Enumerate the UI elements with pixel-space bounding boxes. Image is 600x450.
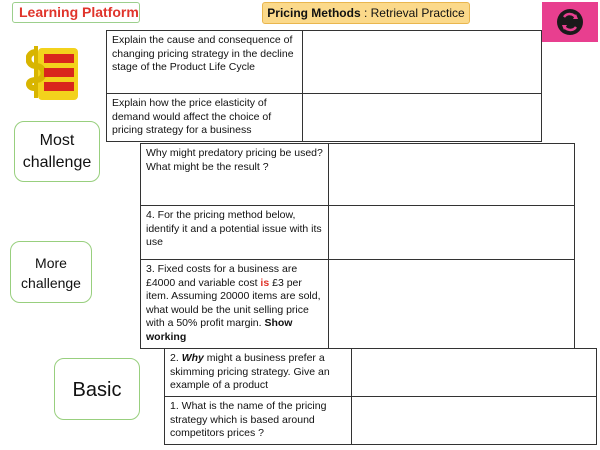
title-bold: Pricing Methods	[267, 6, 361, 20]
table-row	[141, 144, 575, 206]
question-3	[141, 260, 329, 349]
question-3-part2: £3 per item. Assuming 20000 items are sold, what would be the unit selling price with a 50% profit margin.	[146, 276, 321, 329]
answer-cell[interactable]	[303, 94, 542, 142]
question-elasticity: Explain how the price elasticity of demand would affect the choice of pricing strategy for a business	[107, 94, 303, 142]
table-row	[107, 94, 542, 142]
question-2-rest: might a business prefer a skimming pricing strategy. Give an example of a product	[170, 352, 330, 391]
level-more-line2: challenge	[21, 275, 81, 291]
level-most-challenge	[14, 121, 100, 182]
table-most-challenge	[106, 30, 542, 142]
refresh-brain-icon	[542, 2, 598, 42]
answer-cell[interactable]	[352, 397, 597, 445]
level-more-challenge	[10, 241, 92, 303]
title-rest: : Retrieval Practice	[360, 6, 465, 20]
question-3-is: is	[260, 276, 270, 289]
question-2-num: 2.	[170, 352, 182, 364]
question-3-part1: 3. Fixed costs for a business are £4000 and variable cost	[146, 263, 298, 289]
question-4: 4. For the pricing method below, identify it and a potential issue with its use	[141, 206, 329, 260]
question-1: 1. What is the name of the pricing strategy which is based around competitors prices ?	[165, 397, 352, 445]
table-row	[165, 397, 597, 445]
answer-cell[interactable]	[303, 31, 542, 94]
the-price-is-right-logo	[26, 44, 82, 104]
answer-cell[interactable]	[329, 206, 575, 260]
table-row	[141, 260, 575, 349]
level-more-line1: More	[35, 255, 67, 271]
question-2-why: Why	[181, 352, 204, 364]
answer-cell[interactable]	[352, 349, 597, 397]
level-most-line1: Most	[39, 132, 75, 149]
level-basic: Basic	[54, 358, 140, 420]
page-title	[262, 2, 470, 24]
level-most-line2: challenge	[22, 154, 92, 171]
answer-cell[interactable]	[329, 260, 575, 349]
table-row	[107, 31, 542, 94]
question-3-show-working: Show working	[146, 317, 293, 343]
question-2	[165, 349, 352, 397]
table-more-challenge	[140, 143, 575, 349]
brand-label: Learning Platform	[12, 2, 140, 23]
question-decline-stage: Explain the cause and consequence of changing pricing strategy in the decline stage of the Product Life Cycle	[107, 31, 303, 94]
table-row	[141, 206, 575, 260]
question-predatory: Why might predatory pricing be used? What might be the result ?	[141, 144, 329, 206]
table-row	[165, 349, 597, 397]
table-basic	[164, 348, 597, 445]
answer-cell[interactable]	[329, 144, 575, 206]
